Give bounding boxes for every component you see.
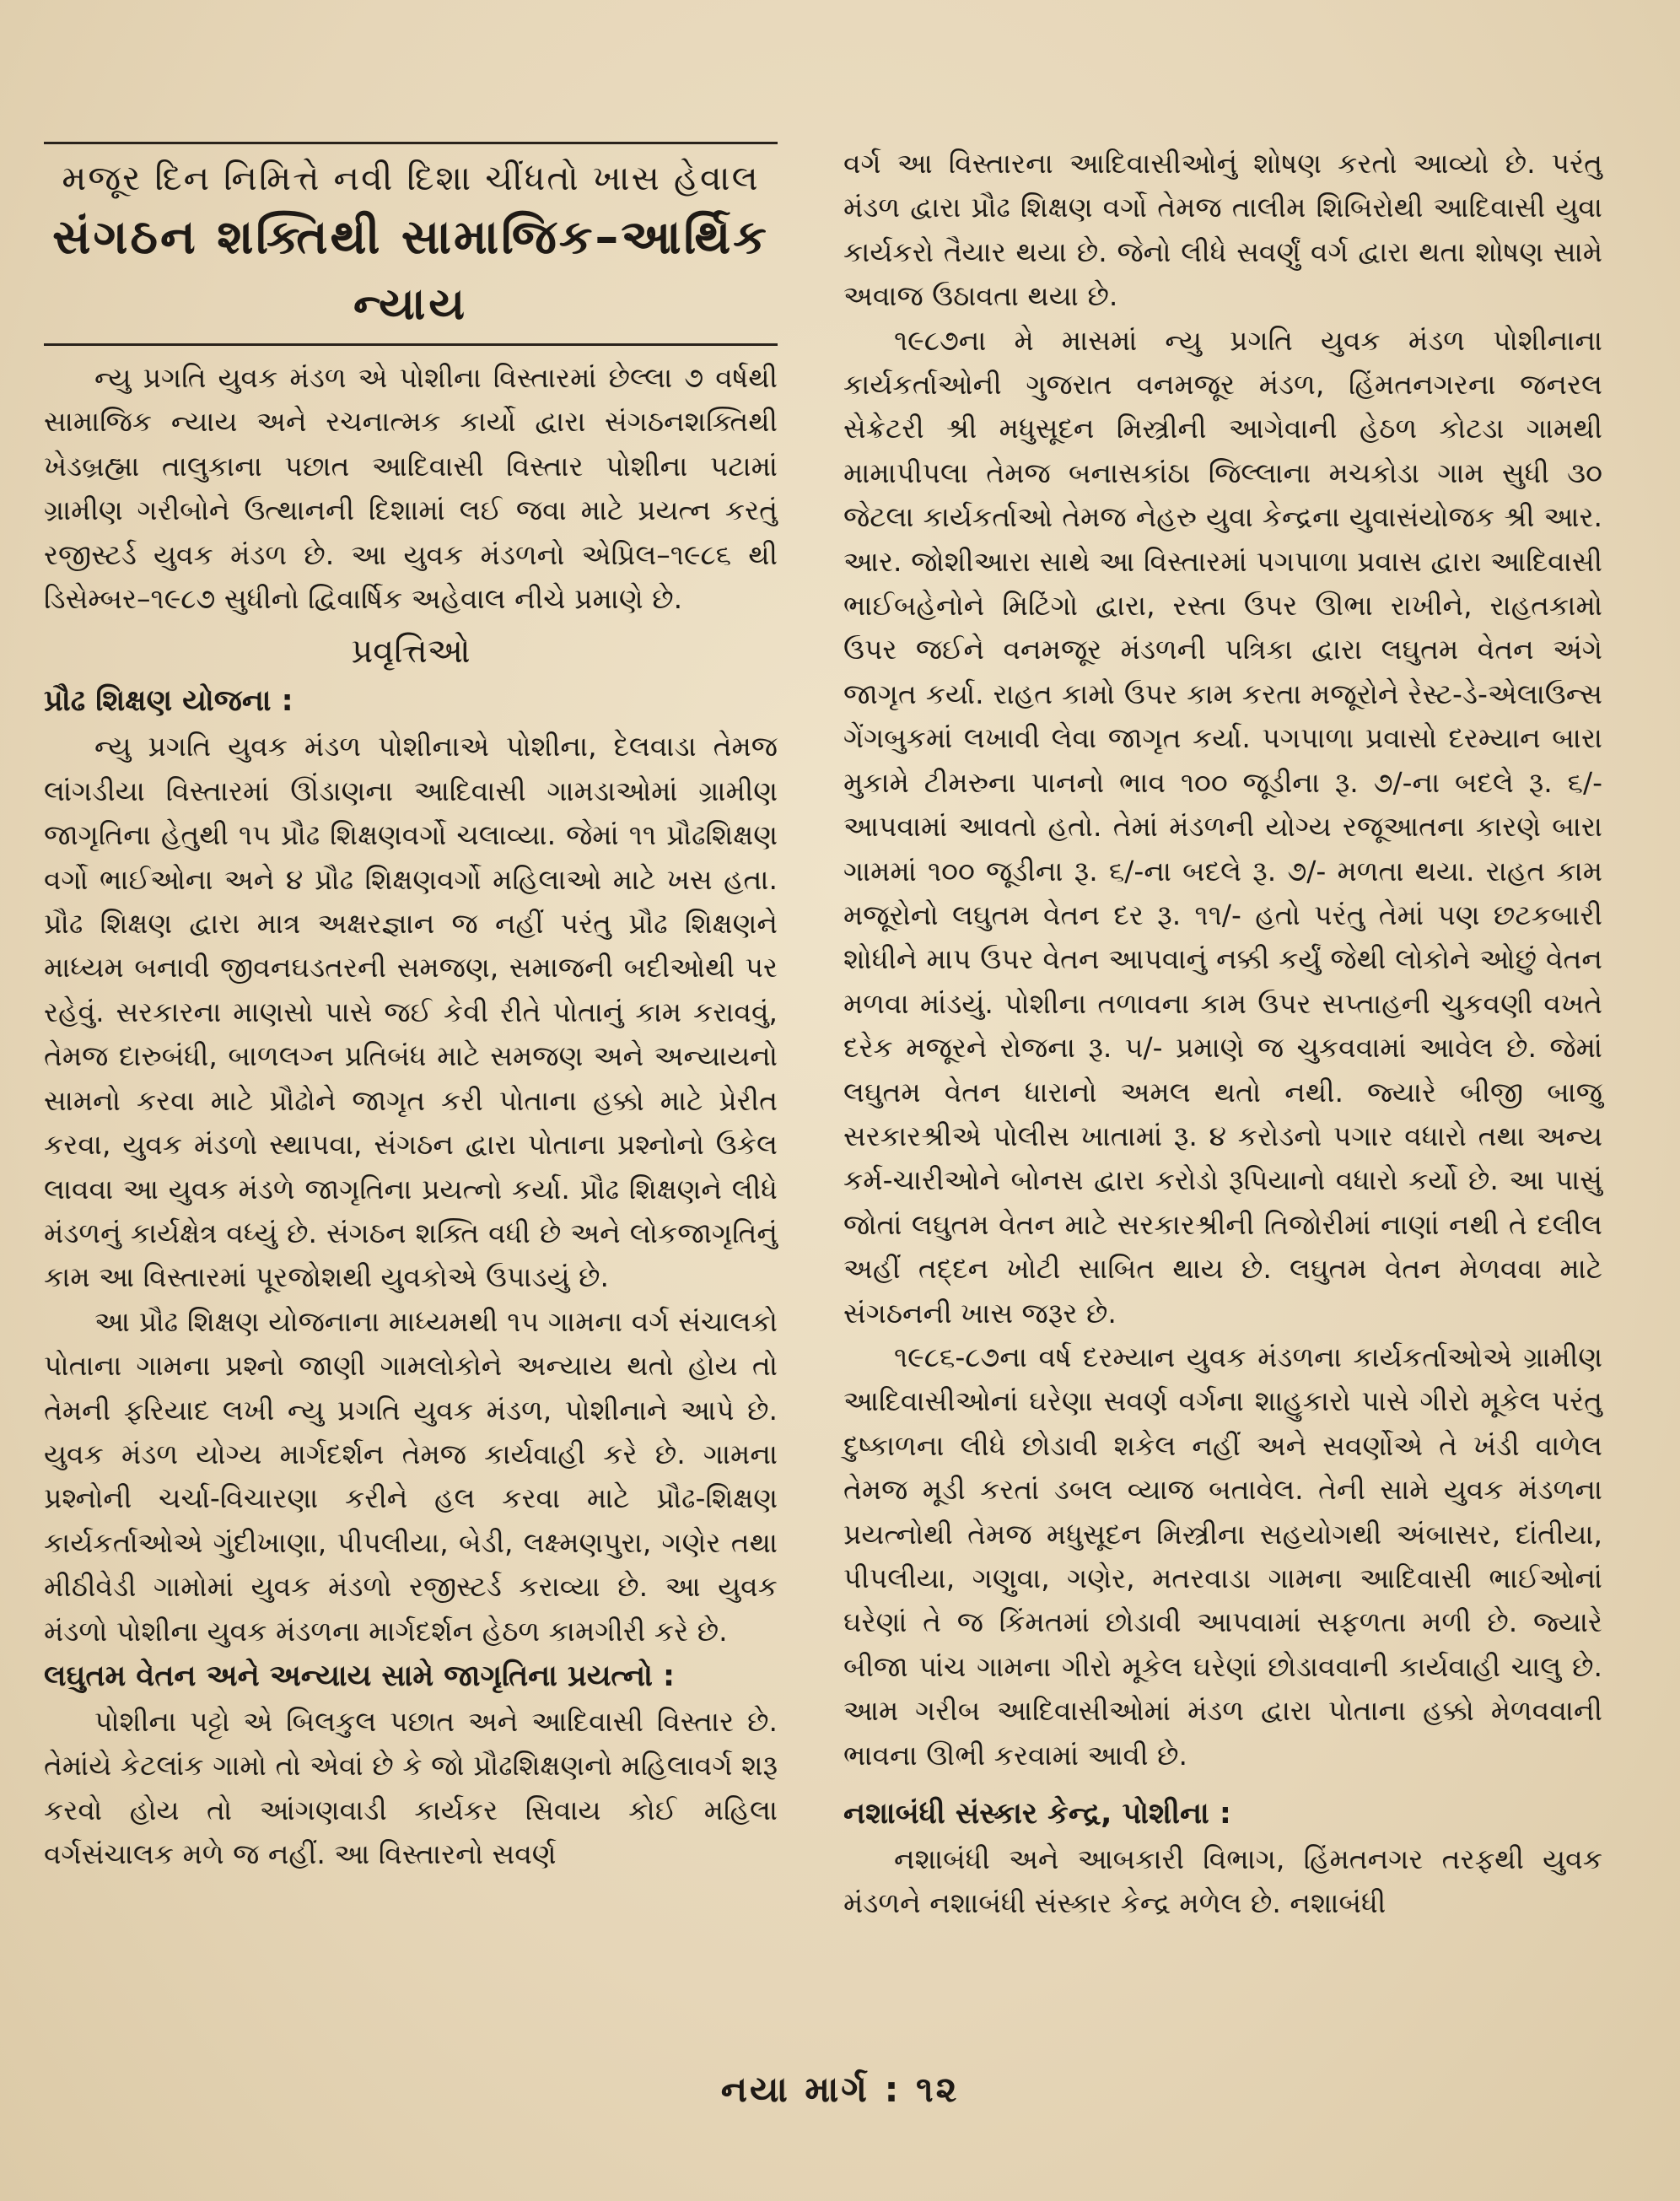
minimum-wage-paragraph-1: પોશીના પટ્ટો એ બિલકુલ પછાત અને આદિવાસી વિસ્તાર છે. તેમાંયે કેટલાંક ગામો તો એવાં છે કે જો પ્રૌઢશિક્ષણનો મહિલાવર્ગ શરૂ કરવો હોય તો આંગણવાડી કાર્યકર સિવાય કોઈ મહિલા વર્ગસંચાલક મળે જ નહીં. આ વિસ્તારનો સવર્ણ — [44, 1704, 778, 1871]
section-title-activities: પ્રવૃત્તિઓ — [351, 632, 471, 672]
minimum-wage-paragraph-3: ૧૯૮૬-૮૭ના વર્ષ દરમ્યાન યુવક મંડળના કાર્યકર્તાઓએ ગ્રામીણ આદિવાસીઓનાં ઘરેણા સવર્ણ વર્ગના શાહુકારો પાસે ગીરો મૂકેલ પરંતુ દુષ્કાળના લીધે છોડાવી શકેલ નહીં અને સવર્ણોએ તે ખંડી વાળેલ તેમજ મૂડી કરતાં ડબલ વ્યાજ બતાવેલ. તેની સામે યુવક મંડળના પ્રયત્નોથી તેમજ મધુસૂદન મિસ્ત્રીના સહયોગથી અંબાસર, દાંતીયા, પીપલીયા, ગણુવા, ગણેર, મતરવાડા ગામના આદિવાસી ભાઈઓનાં ઘરેણાં તે જ કિંમતમાં છોડાવી આપવામાં સફળતા મળી છે. જ્યારે બીજા પાંચ ગામના ગીરો મૂકેલ ઘરેણાં છોડાવવાની કાર્યવાહી ચાલુ છે. આમ ગરીબ આદિવાસીઓમાં મંડળ દ્વારા પોતાના હક્કો મેળવવાની ભાવના ઊભી કરવામાં આવી છે. — [843, 1340, 1602, 1772]
subheading-prohibition-center: નશાબંધી સંસ્કાર કેન્દ્ર, પોશીના : — [843, 1797, 1231, 1831]
right-column — [843, 142, 1602, 1926]
prohibition-paragraph-1: નશાબંધી અને આબકારી વિભાગ, હિંમતનગર તરફથી યુવક મંડળને નશાબંધી સંસ્કાર કેન્દ્ર મળેલ છે. નશાબંધી — [843, 1842, 1602, 1920]
adult-education-paragraph-2: આ પ્રૌઢ શિક્ષણ યોજનાના માધ્યમથી ૧૫ ગામના વર્ગ સંચાલકો પોતાના ગામના પ્રશ્નો જાણી ગામલોકોને અન્યાય થતો હોય તો તેમની ફરિયાદ લખી ન્યુ પ્રગતિ યુવક મંડળ, પોશીનાને આપે છે. યુવક મંડળ યોગ્ય માર્ગદર્શન તેમજ કાર્યવાહી કરે છે. ગામના પ્રશ્નોની ચર્ચા-વિચારણા કરીને હલ કરવા માટે પ્રૌઢ-શિક્ષણ કાર્યકર્તાઓએ ગુંદીખાણા, પીપલીયા, બેડી, લક્ષ્મણપુરા, ગણેર તથા મીઠીવેડી ગામોમાં યુવક મંડળો રજીસ્ટર્ડ કરાવ્યા છે. આ યુવક મંડળો પોશીના યુવક મંડળના માર્ગદર્શન હેઠળ કામગીરી કરે છે. — [44, 1304, 778, 1648]
minimum-wage-paragraph-2: ૧૯૮૭ના મે માસમાં ન્યુ પ્રગતિ યુવક મંડળ પોશીનાના કાર્યકર્તાઓની ગુજરાત વનમજૂર મંડળ, હિંમતનગરના જનરલ સેક્રેટરી શ્રી મધુસૂદન મિસ્ત્રીની આગેવાની હેઠળ કોટડા ગામથી મામાપીપલા તેમજ બનાસકાંઠા જિલ્લાના મચકોડા ગામ સુધી ૩૦ જેટલા કાર્યકર્તાઓ તેમજ નેહરુ યુવા કેન્દ્રના યુવાસંયોજક શ્રી આર. આર. જોશીઆરા સાથે આ વિસ્તારમાં પગપાળા પ્રવાસ દ્વારા આદિવાસી ભાઈબહેનોને મિટિંગો દ્વારા, રસ્તા ઉપર ઊભા રાખીને, રાહતકામો ઉપર જઈને વનમજૂર મંડળની પત્રિકા દ્વારા લઘુતમ વેતન અંગે જાગૃત કર્યા. રાહત કામો ઉપર કામ કરતા મજૂરોને રેસ્ટ-ડે-એલાઉન્સ ગેંગબુકમાં લખાવી લેવા જાગૃત કર્યા. પગપાળા પ્રવાસો દરમ્યાન બારા મુકામે ટીમરુના પાનનો ભાવ ૧૦૦ જૂડીના રૂ. ૭/-ના બદલે રૂ. ૬/- આપવામાં આવતો હતો. તેમાં મંડળની યોગ્ય રજૂઆતના કારણે બારા ગામમાં ૧૦૦ જૂડીના રૂ. ૬/-ના બદલે રૂ. ૭/- મળતા થયા. રાહત કામ મજૂરોનો લઘુતમ વેતન દર રૂ. ૧૧/- હતો પરંતુ તેમાં પણ છટકબારી શોધીને માપ ઉપર વેતન આપવાનું નક્કી કર્યું જેથી લોકોને ઓછું વેતન મળવા માંડયું. પોશીના તળાવના કામ ઉપર સપ્તાહની ચુકવણી વખતે દરેક મજૂરને રોજના રૂ. ૫/- પ્રમાણે જ ચુકવવામાં આવેલ છે. જેમાં લઘુતમ વેતન ધારાનો અમલ થતો નથી. જ્યારે બીજી બાજુ સરકારશ્રીએ પોલીસ ખાતામાં રૂ. ૪ કરોડનો પગાર વધારો તથા અન્ય કર્મ-ચારીઓને બોનસ દ્વારા કરોડો રૂપિયાનો વધારો કર્યો છે. આ પાસું જોતાં લઘુતમ વેતન માટે સરકારશ્રીની તિજોરીમાં નાણાં નથી તે દલીલ અહીં તદ્દન ખોટી સાબિત થાય છે. લઘુતમ વેતન મેળવવા માટે સંગઠનની ખાસ જરૂર છે. — [843, 323, 1602, 1330]
article-kicker: મજૂર દિન નિમિત્તે નવી દિશા ચીંધતો ખાસ હેવાલ — [62, 158, 760, 198]
article-headline-cont: ન્યાય — [353, 279, 468, 330]
subheading-adult-education: પ્રૌઢ શિક્ષણ યોજના : — [44, 684, 293, 719]
left-column — [44, 142, 778, 1877]
headline-rule — [44, 343, 778, 346]
intro-paragraph: ન્યુ પ્રગતિ યુવક મંડળ એ પોશીના વિસ્તારમાં છેલ્લા ૭ વર્ષથી સામાજિક ન્યાય અને રચનાત્મક કાર્યો દ્વારા સંગઠનશક્તિથી ખેડબ્રહ્મા તાલુકાના પછાત આદિવાસી વિસ્તાર પોશીના પટામાં ગ્રામીણ ગરીબોને ઉત્થાનની દિશામાં લઈ જવા માટે પ્રયત્ન કરતું રજીસ્ટર્ડ યુવક મંડળ છે. આ યુવક મંડળનો એપ્રિલ–૧૯૮૬ થી ડિસેમ્બર–૧૯૮૭ સુધીનો દ્વિવાર્ષિક અહેવાલ નીચે પ્રમાણે છે. — [44, 361, 778, 616]
minimum-wage-paragraph-1-cont: વર્ગ આ વિસ્તારના આદિવાસીઓનું શોષણ કરતો આવ્યો છે. પરંતુ મંડળ દ્વારા પ્રૌઢ શિક્ષણ વર્ગો તેમજ તાલીમ શિબિરોથી આદિવાસી યુવા કાર્યકરો તૈયાર થયા છે. જેનો લીધે સવર્ણું વર્ગ દ્વારા થતા શોષણ સામે અવાજ ઉઠાવતા થયા છે. — [843, 147, 1602, 313]
subheading-minimum-wage: લઘુતમ વેતન અને અન્યાય સામે જાગૃતિના પ્રયત્નો : — [44, 1659, 676, 1693]
top-rule — [44, 142, 778, 144]
page-footer: નયા માર્ગ : ૧૨ — [720, 2069, 960, 2110]
article-headline: સંગઠન શક્તિથી સામાજિક–આર્થિક — [52, 210, 769, 265]
adult-education-paragraph-1: ન્યુ પ્રગતિ યુવક મંડળ પોશીનાએ પોશીના, દેલવાડા તેમજ લાંગડીયા વિસ્તારમાં ઊંડાણના આદિવાસી ગામડાઓમાં ગ્રામીણ જાગૃતિના હેતુથી ૧૫ પ્રૌઢ શિક્ષણવર્ગો ચલાવ્યા. જેમાં ૧૧ પ્રૌઢશિક્ષણ વર્ગો ભાઈઓના અને ૪ પ્રૌઢ શિક્ષણવર્ગો મહિલાઓ માટે ખસ હતા. પ્રૌઢ શિક્ષણ દ્વારા માત્ર અક્ષરજ્ઞાન જ નહીં પરંતુ પ્રૌઢ શિક્ષણને માધ્યમ બનાવી જીવનઘડતરની સમજણ, સમાજની બદીઓથી પર રહેવું. સરકારના માણસો પાસે જઈ કેવી રીતે પોતાનું કામ કરાવવું, તેમજ દારુબંધી, બાળલગ્ન પ્રતિબંધ માટે સમજણ અને અન્યાયનો સામનો કરવા માટે પ્રૌઢોને જાગૃત કરી પોતાના હક્કો માટે પ્રેરીત કરવા, યુવક મંડળો સ્થાપવા, સંગઠન દ્વારા પોતાના પ્રશ્નોનો ઉકેલ લાવવા આ યુવક મંડળે જાગૃતિના પ્રયત્નો કર્યા. પ્રૌઢ શિક્ષણને લીધે મંડળનું કાર્યક્ષેત્ર વધ્યું છે. સંગઠન શક્તિ વધી છે અને લોકજાગૃતિનું કામ આ વિસ્તારમાં પૂરજોશથી યુવકોએ ઉપાડયું છે. — [44, 730, 778, 1294]
